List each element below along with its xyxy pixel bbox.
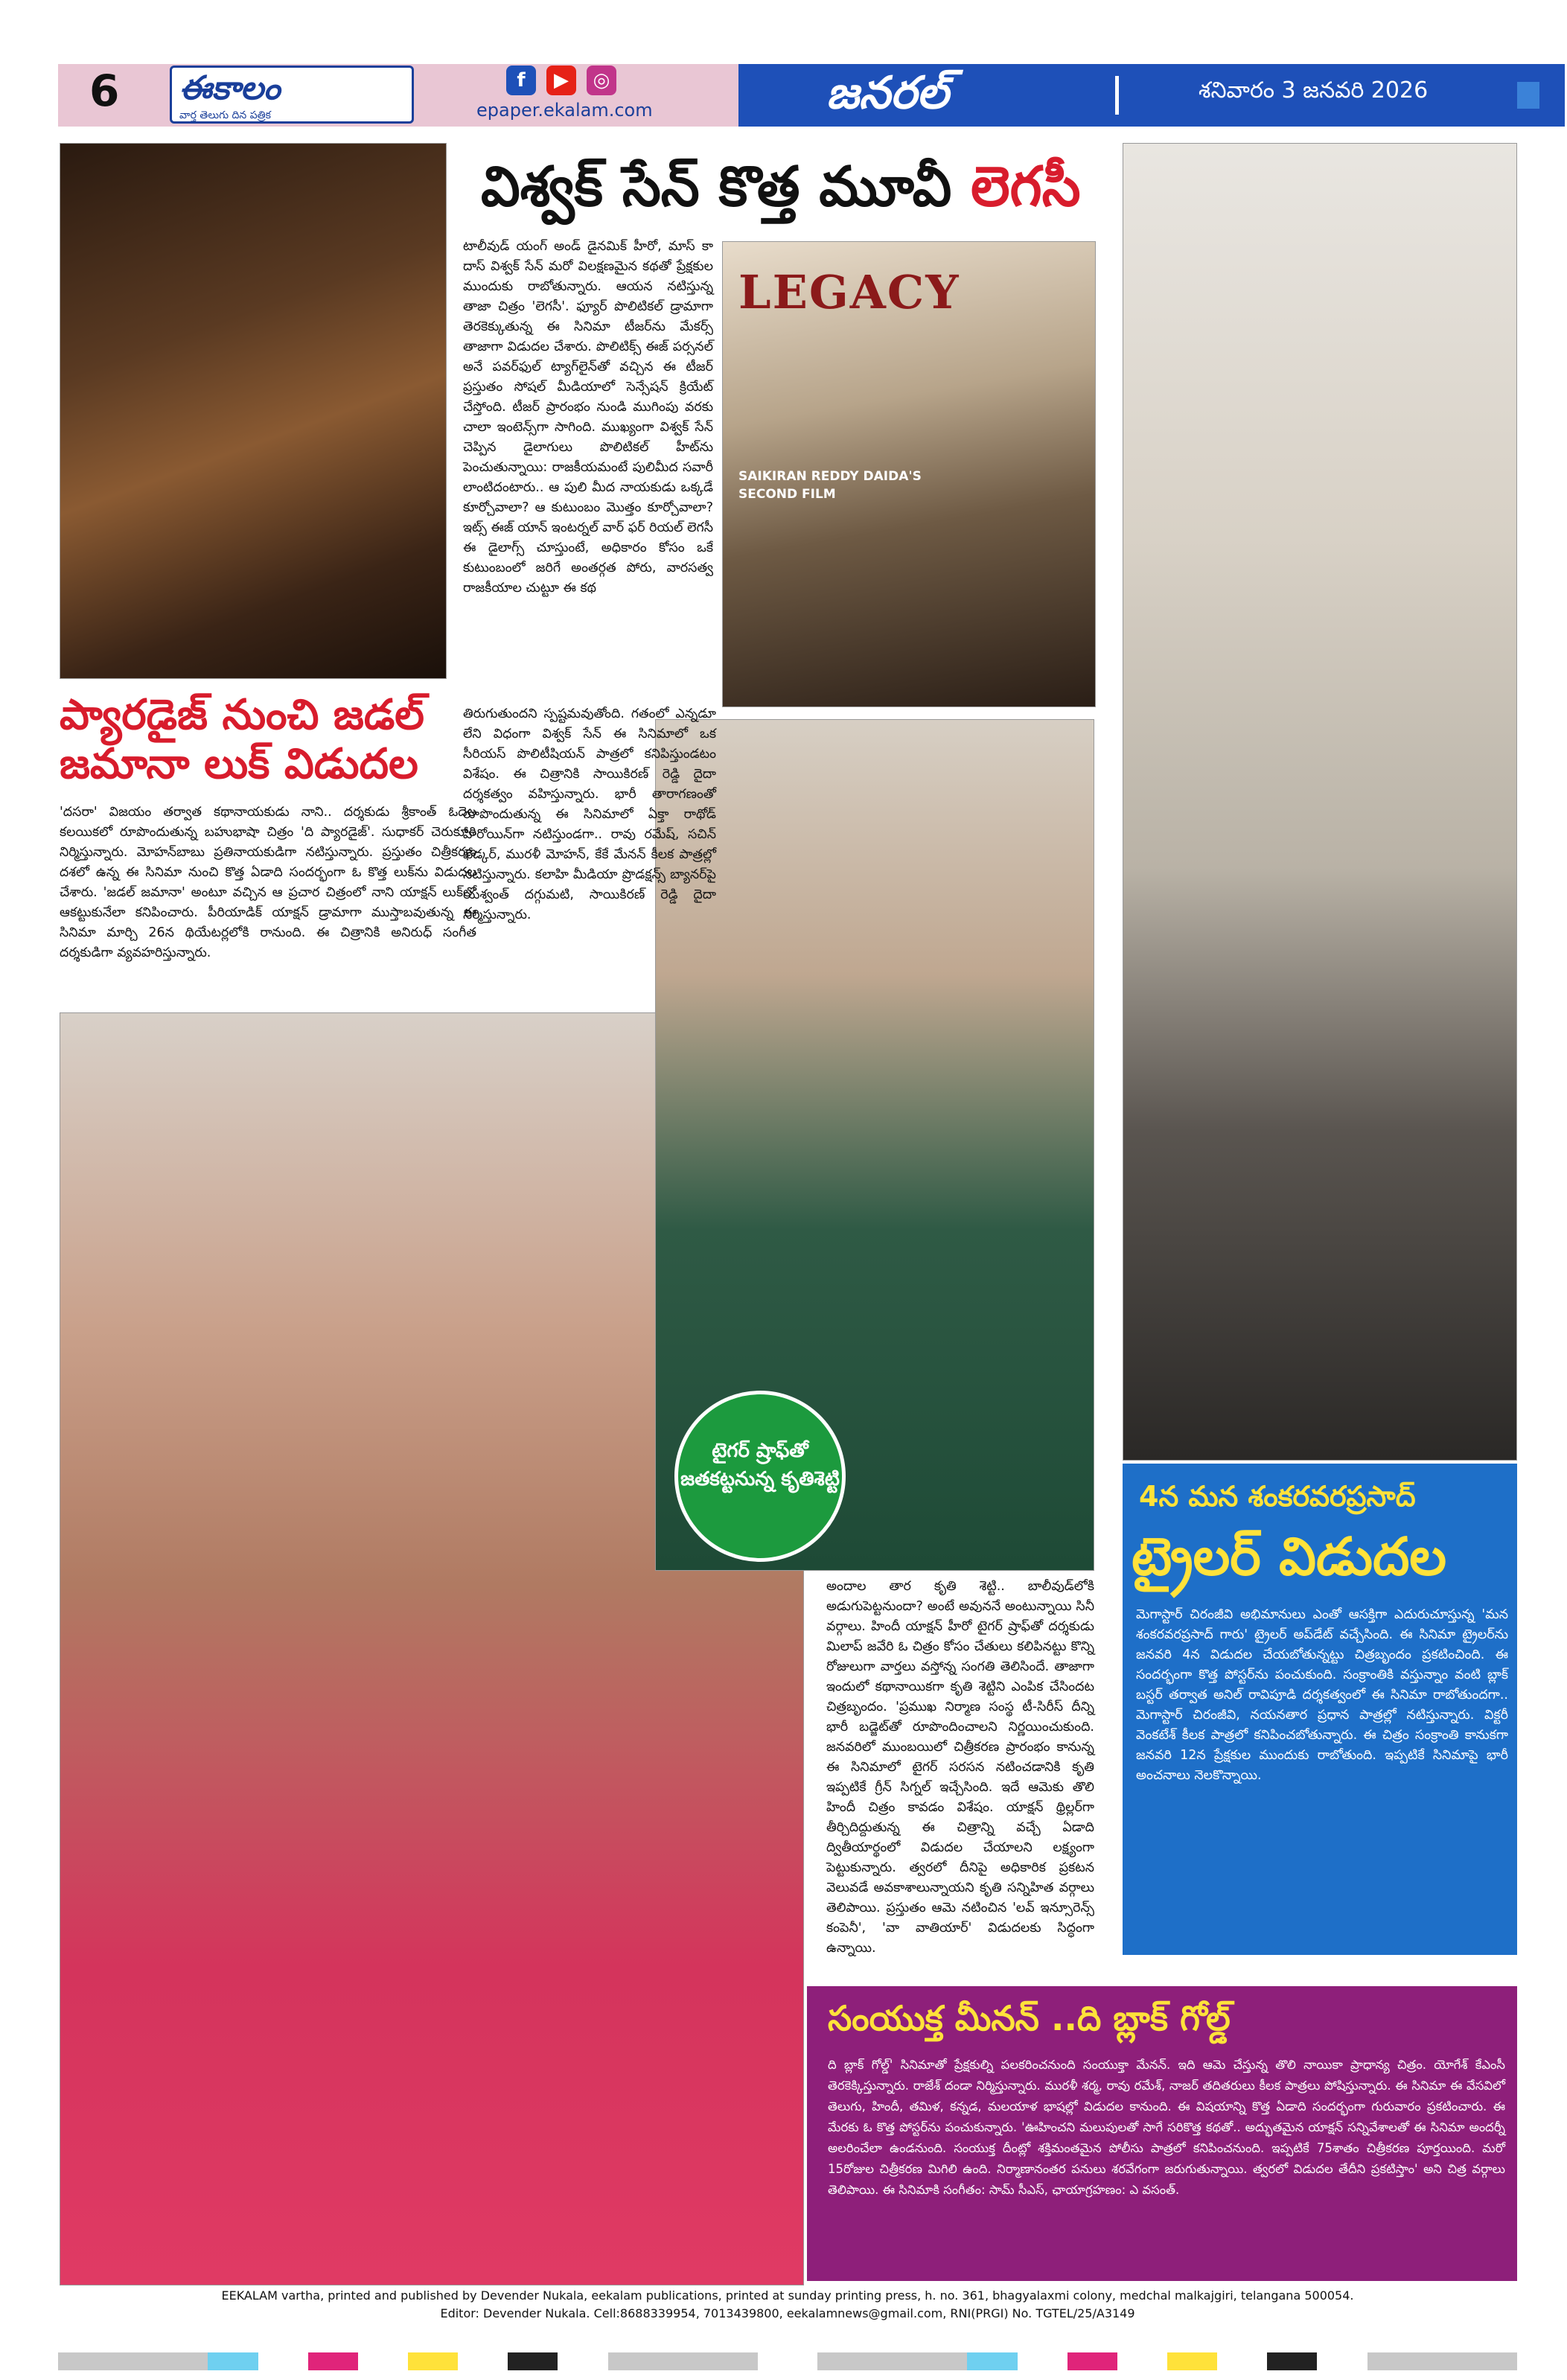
facebook-icon[interactable]: f xyxy=(506,66,536,95)
header-corner-block xyxy=(1517,82,1539,109)
vishwak-body-col1: టాలీవుడ్ యంగ్ అండ్ డైనమిక్ హీరో, మాస్ కా దాస్ విశ్వక్ సేన్ మరో విలక్షణమైన కథతో ప్రేక్షకుల ముందుకు రాబోతున్నారు. ఆయన నటిస్తున్న తాజా చిత్రం 'లెగసీ'. ఫ్యూర్ పొలిటికల్ డ్రామాగా తెరకెక్కుతున్న ఈ సినిమా టీజర్‌ను మేకర్స్ తాజాగా విడుదల చేశారు. పొలిటిక్స్ ఈజ్ పర్సనల్ అనే పవర్‌ఫుల్ ట్యాగ్‌లైన్‌తో వచ్చిన ఈ టీజర్ ప్రస్తుతం సోషల్ మీడియాలో సెన్సేషన్ క్రియేట్ చేస్తోంది. టీజర్ ప్రారంభం నుండి ముగింపు వరకు చాలా ఇంటెన్స్‌గా సాగింది. ముఖ్యంగా విశ్వక్ సేన్ చెప్పిన డైలాగులు పొలిటికల్ హీట్‌ను పెంచుతున్నాయి: రాజకీయమంటే పులిమీద సవారీ లాంటిదంటారు.. ఆ పులి మీద నాయకుడు ఒక్కడే కూర్చోవాలా? ఆ కుటుంబం మొత్తం కూర్చోవాలా? ఇట్స్ ఈజ్ యాన్ ఇంటర్నల్ వార్ ఫర్ రియల్ లెగసీ ఈ డైలాగ్స్ చూస్తుంటే, అధికారం కోసం ఒకే కుటుంబంలో జరిగే అంతర్గత పోరు, వారసత్వ రాజకీయాల చుట్టూ ఈ కథ xyxy=(463,239,713,596)
krithi-headline: టైగర్ ష్రాఫ్‌తో జతకట్టనున్న కృతిశెట్టి xyxy=(680,1440,840,1490)
registration-strip-right xyxy=(817,2352,1517,2370)
editor-line: Editor: Devender Nukala. Cell:8688339954, 7013439800, eekalamnews@gmail.com, RNI(PRGI) No. TGTEL/25/A3149 xyxy=(440,2306,1135,2320)
section-title: జనరల్ xyxy=(826,67,949,119)
chiru-headline-line1: 4న మన శంకరవరప్రసాద్ xyxy=(1139,1480,1416,1513)
vishwak-headline-red: లెగసీ xyxy=(971,155,1081,219)
chiru-body: మెగాస్టార్ చిరంజీవి అభిమానులు ఎంతో ఆసక్తిగా ఎదురుచూస్తున్న 'మన శంకరవరప్రసాద్ గారు' ట్రైలర్ అప్‌డేట్ వచ్చేసింది. ఈ సినిమా ట్రైలర్‌ను జనవరి 4న విడుదల చేయబోతున్నట్టు చిత్రబృందం ప్రకటించింది. ఈ సందర్భంగా కొత్త పోస్టర్‌ను పంచుకుంది. సంక్రాంతికి వస్తున్నాం వంటి బ్లాక్ బస్టర్ తర్వాత అనిల్ రావిపూడి దర్శకత్వంలో ఈ సినిమా రాబోతుందగా.. మెగాస్టార్ చిరంజీవి, నయనతార ప్రధాన పాత్రల్లో నటిస్తున్నారు. విక్టరీ వెంకటేశ్ కీలక పాత్రలో కనిపించబోతున్నారు. ఈ చిత్రం సంక్రాంతి కానుకగా జనవరి 12న ప్రేక్షకుల ముందుకు రాబోతుంది. ఇప్పటికే సినిమాపై భారీ అంచనాలు నెలకొన్నాయి. xyxy=(1136,1607,1508,1783)
instagram-icon[interactable]: ◎ xyxy=(587,66,616,95)
logo-tagline: వార్త తెలుగు దిన పత్రిక xyxy=(179,109,271,121)
legacy-poster-title: LEGACY xyxy=(738,265,960,319)
registration-strip-left xyxy=(58,2352,758,2370)
chiru-headline-line2: ట్రైలర్ విడుదల xyxy=(1132,1526,1447,1587)
social-icons xyxy=(506,66,648,100)
vishwak-headline xyxy=(481,155,1081,232)
legacy-poster-credit: SAIKIRAN REDDY DAIDA'S SECOND FILM xyxy=(738,469,922,502)
paradise-headline: ప్యారడైజ్ నుంచి జడల్ జమానా లుక్ విడుదల xyxy=(60,691,425,788)
imprint-line: EEKALAM vartha, printed and published by Devender Nukala, eekalam publications, printed at sunday printing press, h. no. 361, bhagyalaxmi colony, medchal malkajgiri, telangana 500054. xyxy=(221,2288,1354,2303)
paradise-photo xyxy=(60,143,447,679)
page-number: 6 xyxy=(89,66,120,116)
chiranjeevi-photo xyxy=(1123,143,1517,1461)
masthead-logo xyxy=(170,66,414,124)
vishwak-headline-main: విశ్వక్ సేన్ కొత్త మూవీ xyxy=(481,155,971,219)
header-divider xyxy=(1115,76,1119,115)
vishwak-body-col2: తిరుగుతుందని స్పష్టమవుతోంది. గతంలో ఎన్నడూ లేని విధంగా విశ్వక్ సేన్ ఈ సినిమాలో ఒక సీరియస్ పొలిటీషియన్ పాత్రలో కనిపిస్తుండటం విశేషం. ఈ చిత్రానికి సాయికిరణ్ రెడ్డి దైదా దర్శకత్వం వహిస్తున్నారు. భారీ తారాగణంతో రూపొందుతున్న ఈ సినిమాలో ఏక్తా రాథోడ్ హీరోయిన్‌గా నటిస్తుండగా.. రావు రమేష్, సచిన్ ఖేడ్కర్, మురళీ మోహన్, కేకే మేనన్ కీలక పాత్రల్లో నటిస్తున్నారు. కలాహి మీడియా ప్రొడక్షన్స్ బ్యానర్‌పై యశ్వంత్ దగ్గుమటి, సాయికిరణ్ రెడ్డి దైదా నిర్మిస్తున్నారు. xyxy=(463,706,716,922)
paradise-body: 'దసరా' విజయం తర్వాత కథానాయకుడు నాని.. దర్శకుడు శ్రీకాంత్ ఓదెల కలయికలో రూపొందుతున్న బహుభాషా చిత్రం 'ది ప్యారడైజ్'. సుధాకర్ చెరుకూరి నిర్మిస్తున్నారు. మోహన్‌బాబు ప్రతినాయకుడిగా నటిస్తున్నారు. ప్రస్తుతం చిత్రీకరణ దశలో ఉన్న ఈ సినిమా నుంచి కొత్త ఏడాది సందర్భంగా ఓ కొత్త లుక్‌ను విడుదల చేశారు. 'జడల్ జమానా' అంటూ వచ్చిన ఆ ప్రచార చిత్రంలో నాని యాక్షన్ లుక్‌లో ఆకట్టుకునేలా కనిపించారు. పీరియాడిక్ యాక్షన్ డ్రామాగా ముస్తాబవుతున్న ఈ సినిమా మార్చి 26న థియేటర్లలోకి రానుంది. ఈ చిత్రానికి అనిరుధ్ సంగీత దర్శకుడిగా వ్యవహరిస్తున్నారు. xyxy=(60,805,476,960)
samyuktha-headline: సంయుక్త మీనన్ ..ది బ్లాక్ గోల్డ్ xyxy=(828,1998,1231,2038)
logo-name: ఈకాలం xyxy=(179,69,281,107)
epaper-link[interactable]: epaper.ekalam.com xyxy=(476,100,653,121)
samyuktha-body: ది బ్లాక్ గోల్డ్' సినిమాతో ప్రేక్షకుల్ని పలకరించనుంది సంయుక్తా మేనన్. ఇది ఆమె చేస్తున్న తొలి నాయికా ప్రాధాన్య చిత్రం. యోగేశ్ కేఎంసీ తెరకెక్కిస్తున్నారు. రాజేశ్ దండా నిర్మిస్తున్నారు. మురళీ శర్మ, రావు రమేశ్, నాజర్ తదితరులు కీలక పాత్రలు పోషిస్తున్నారు. ఈ సినిమా ఈ వేసవిలో తెలుగు, హిందీ, తమిళ, కన్నడ, మలయాళ భాషల్లో విడుదల కానుంది. ఈ విషయాన్ని కొత్త ఏడాది సందర్భంగా గురువారం ప్రకటించారు. ఈ మేరకు ఓ కొత్త పోస్టర్‌ను పంచుకున్నారు. 'ఊహించని మలుపులతో సాగే సరికొత్త కథతో.. అద్భుతమైన యాక్షన్ సన్నివేశాలతో ఈ సినిమా అందర్నీ అలరించేలా ఉండనుంది. సంయుక్త దీంట్లో శక్తిమంతమైన పోలీసు పాత్రలో కనిపించనుంది. ఇప్పటికే 75శాతం చిత్రీకరణ పూర్తయింది. మరో 15రోజుల చిత్రీకరణ మిగిలి ఉంది. నిర్మాణానంతర పనులు శరవేగంగా జరుగుతున్నాయి. త్వరలో విడుదల తేదీని ప్రకటిస్తాం' అని చిత్ర వర్గాలు తెలిపాయి. ఈ సినిమాకి సంగీతం: సామ్ సీఎస్, ఛాయాగ్రహణం: ఎ వసంత్. xyxy=(828,2058,1505,2197)
krithi-body: అందాల తార కృతి శెట్టి.. బాలీవుడ్‌లోకి అడుగుపెట్టనుందా? అంటే అవుననే అంటున్నాయి సినీ వర్గాలు. హిందీ యాక్షన్ హీరో టైగర్ ష్రాఫ్‌తో దర్శకుడు మిలాప్ జవేరి ఓ చిత్రం కోసం చేతులు కలిపినట్టు కొన్ని రోజులుగా వార్తలు వస్తోన్న సంగతి తెలిసిందే. తాజాగా ఇందులో కథానాయికగా కృతి శెట్టిని ఎంపిక చేసిందట చిత్రబృందం. 'ప్రముఖ నిర్మాణ సంస్థ టీ-సిరీస్ దీన్ని భారీ బడ్జెట్‌తో రూపొందించాలని నిర్ణయించుకుంది. జనవరిలో ముంబయిలో చిత్రీకరణ ప్రారంభం కానున్న ఈ సినిమాలో టైగర్ సరసన నటించడానికి కృతి ఇప్పటికే గ్రీన్ సిగ్నల్ ఇచ్చేసింది. ఇదే ఆమెకు తొలి హిందీ చిత్రం కావడం విశేషం. యాక్షన్ థ్రిల్లర్‌గా తీర్చిదిద్దుతున్న ఈ చిత్రాన్ని వచ్చే ఏడాది ద్వితీయార్థంలో విడుదల చేయాలని లక్ష్యంగా పెట్టుకున్నారు. త్వరలో దీనిపై అధికారిక ప్రకటన వెలువడే అవకాశాలున్నాయని కృతి సన్నిహిత వర్గాలు తెలిపాయి. ప్రస్తుతం ఆమె నటించిన 'లవ్ ఇన్సూరెన్స్ కంపెనీ', 'వా వాతియార్' విడుదలకు సిద్ధంగా ఉన్నాయి. xyxy=(826,1579,1095,1956)
youtube-icon[interactable]: ▶ xyxy=(546,66,576,95)
issue-date: శనివారం 3 జనవరి 2026 xyxy=(1199,77,1429,103)
